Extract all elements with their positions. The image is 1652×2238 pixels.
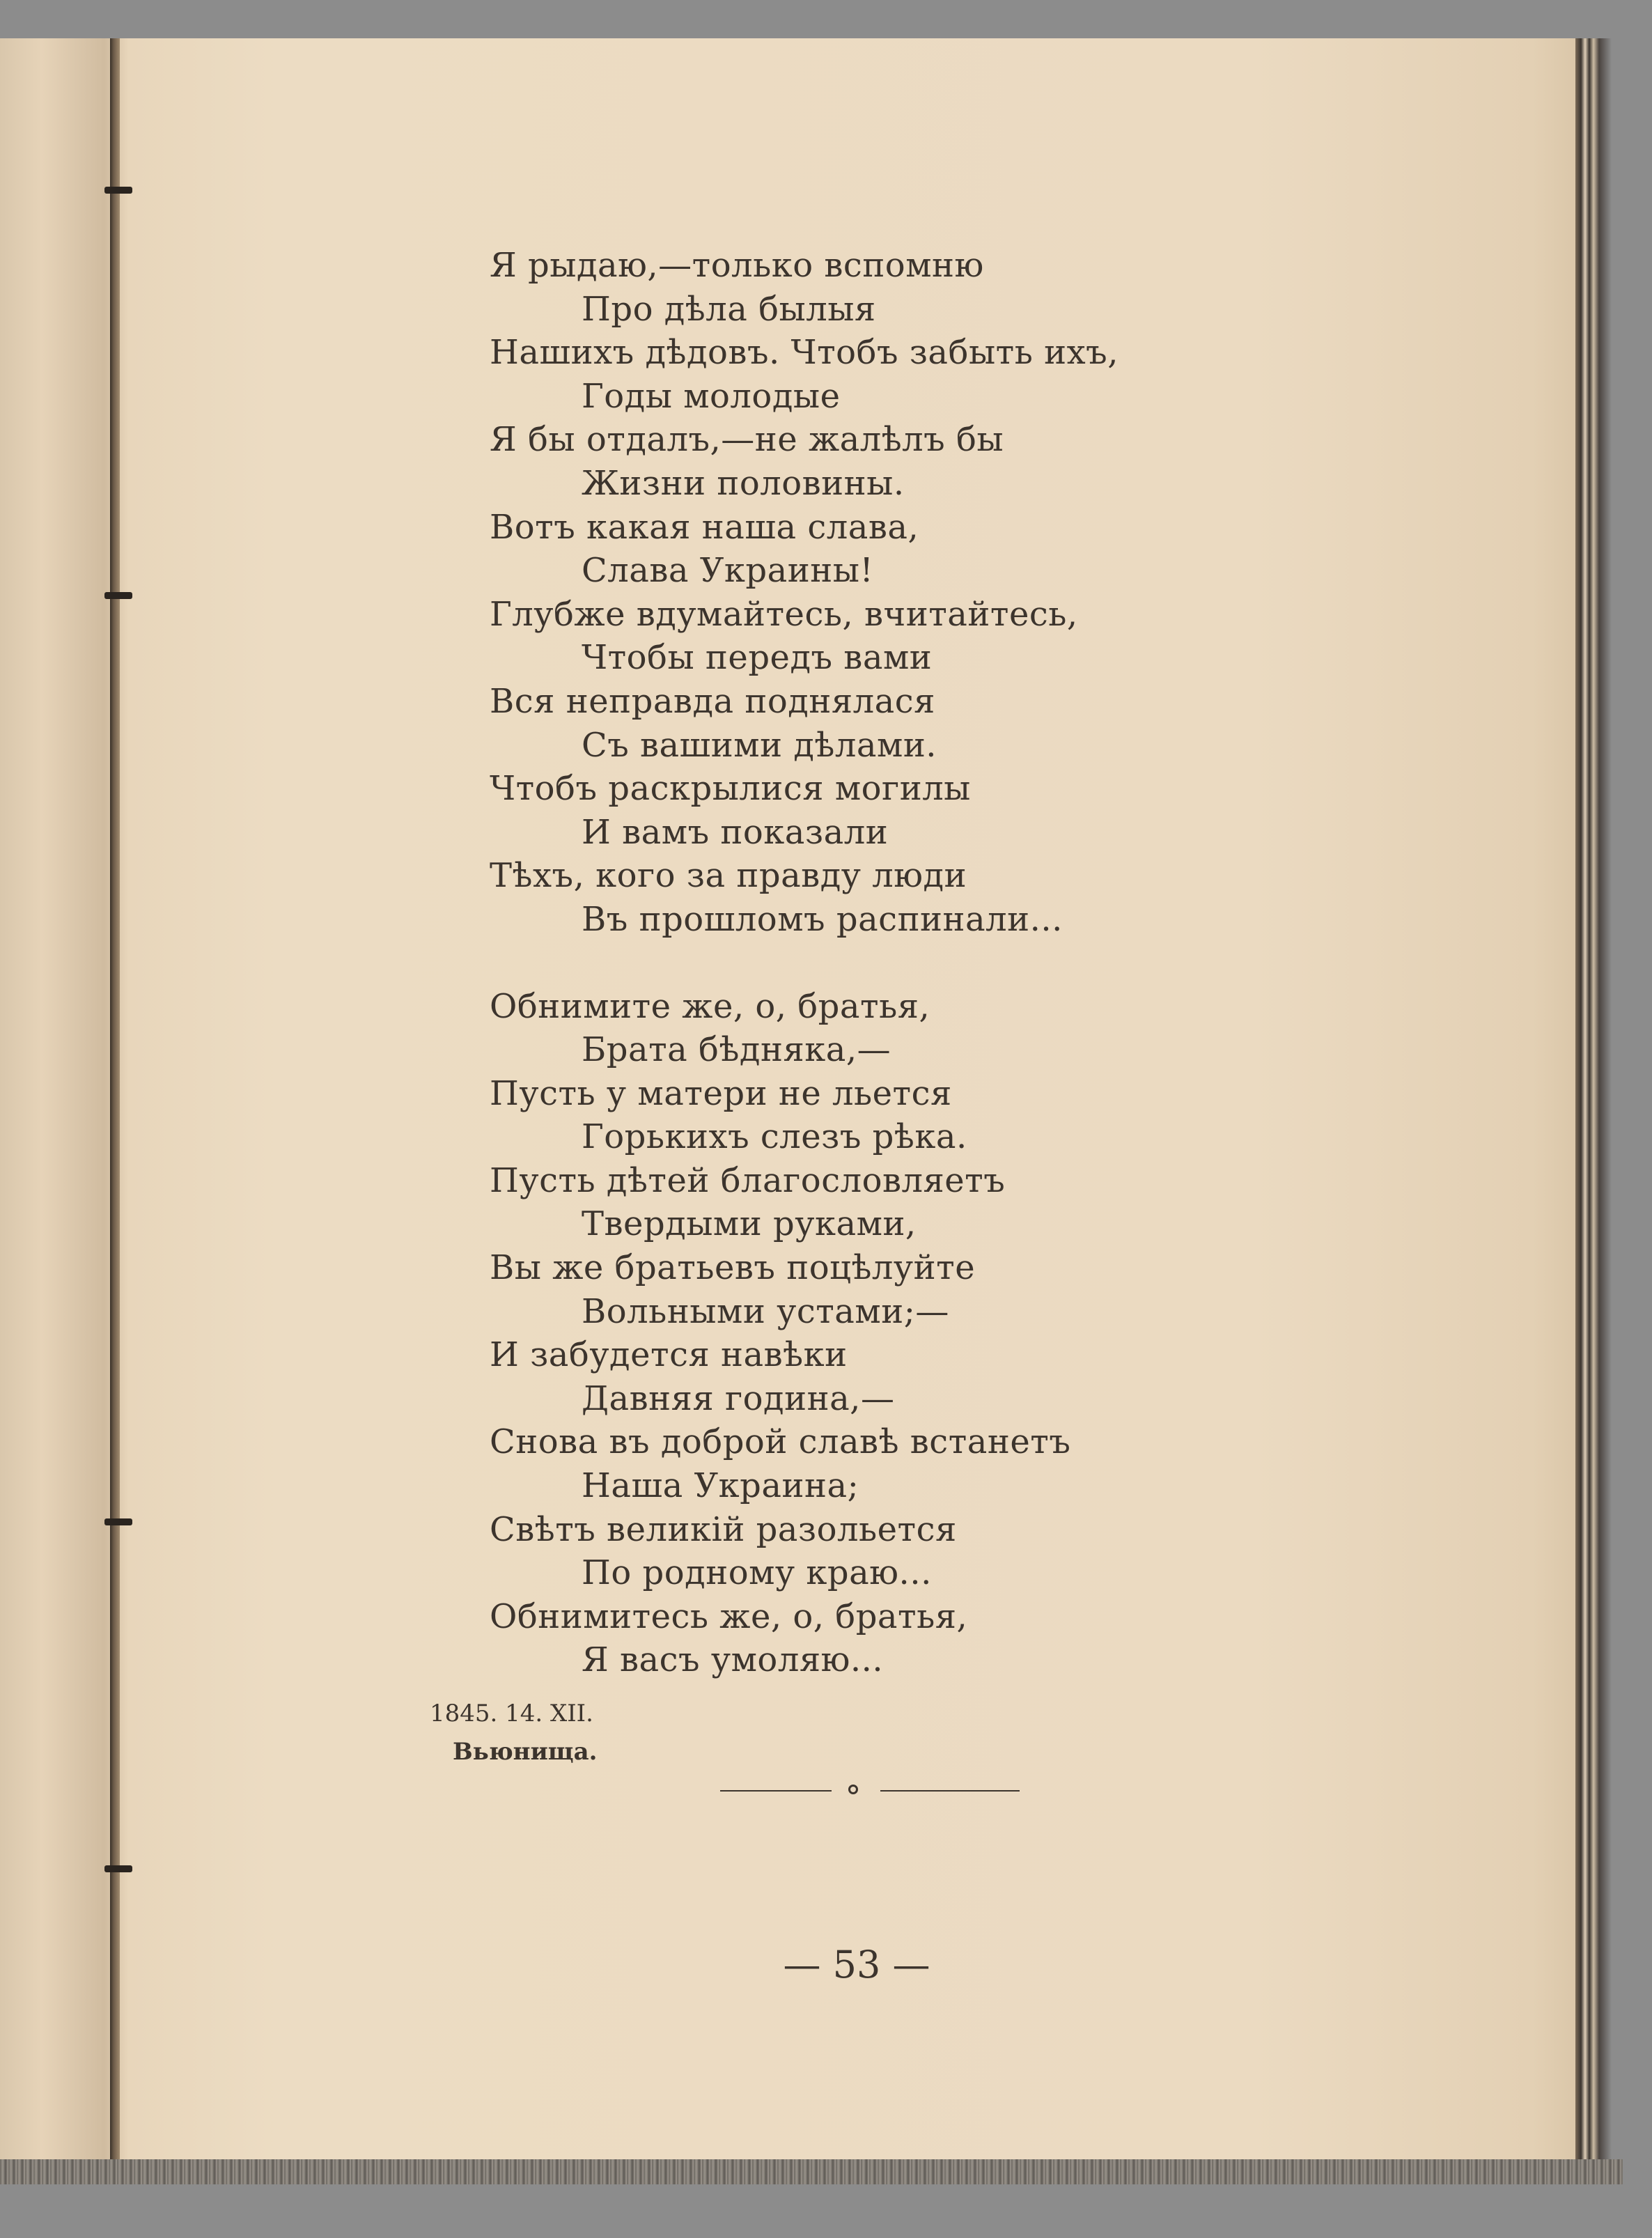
poem-line: И забудется навѣки: [490, 1335, 848, 1375]
book-spine: [110, 38, 120, 2163]
poem-date: 1845. 14. XII.: [430, 1700, 593, 1727]
poem-line: Я рыдаю,—только вспомню: [490, 246, 984, 285]
poem-line: Твердыми руками,: [582, 1204, 917, 1244]
poem-line: Про дѣла былыя: [582, 289, 876, 329]
poem-line: Вотъ какая наша слава,: [490, 507, 919, 547]
binding-stitch: [104, 1865, 132, 1872]
poem-line: Жизни половины.: [582, 463, 905, 503]
poem-line: Нашихъ дѣдовъ. Чтобъ забыть ихъ,: [490, 333, 1119, 373]
poem-line: И вамъ показали: [582, 812, 889, 852]
poem-line: Горькихъ слезъ рѣка.: [582, 1117, 967, 1157]
poem-line: Пусть у матери не льется: [490, 1073, 952, 1113]
page-edge-bottom: [0, 2159, 1623, 2184]
divider-rule: [880, 1790, 1020, 1792]
poem-line: Чтобъ раскрылися могилы: [490, 769, 971, 809]
binding-stitch: [104, 592, 132, 599]
poem-line: Годы молодые: [582, 376, 841, 416]
binding-stitch: [104, 1518, 132, 1525]
poem-line: Обнимитесь же, о, братья,: [490, 1596, 968, 1636]
poem-text: [490, 244, 1395, 1682]
poem-line: Я бы отдалъ,—не жалѣлъ бы: [490, 420, 1004, 460]
poem-line: Чтобы передъ вами: [582, 638, 933, 678]
poem-line: Вся неправда поднялася: [490, 681, 935, 721]
binding-stitch: [104, 187, 132, 194]
stanza-break: [490, 942, 1395, 985]
circle-ornament-icon: [848, 1785, 858, 1794]
poem-line: Обнимите же, о, братья,: [490, 986, 930, 1026]
poem-line: Съ вашими дѣлами.: [582, 725, 937, 765]
poem-line: Наша Украина;: [582, 1466, 859, 1506]
poem-line: Вы же братьевъ поцѣлуйте: [490, 1248, 976, 1288]
poem-line: Пусть дѣтей благословляетъ: [490, 1160, 1006, 1200]
poem-line: Свѣтъ великій разольется: [490, 1509, 957, 1549]
poem-line: Слава Украины!: [582, 551, 874, 591]
poem-line: Снова въ доброй славѣ встанетъ: [490, 1422, 1071, 1462]
poem-line: По родному краю...: [582, 1553, 932, 1593]
poem-line: Вольными устами;—: [582, 1291, 949, 1331]
divider-rule: [720, 1790, 832, 1792]
poem-line: Давняя година,—: [582, 1378, 895, 1418]
poem-place: Вьюнища.: [453, 1738, 598, 1766]
poem-line: Брата бѣдняка,—: [582, 1030, 891, 1070]
poem-line: Тѣхъ, кого за правду люди: [490, 856, 967, 896]
poem-line: Я васъ умоляю...: [582, 1640, 884, 1680]
page-edge-right: [1575, 38, 1612, 2163]
poem-line: Глубже вдумайтесь, вчитайтесь,: [490, 594, 1078, 634]
poem-line: Въ прошломъ распинали...: [582, 899, 1063, 939]
section-divider-ornament: [720, 1780, 999, 1801]
page-number: — 53 —: [783, 1943, 930, 1987]
